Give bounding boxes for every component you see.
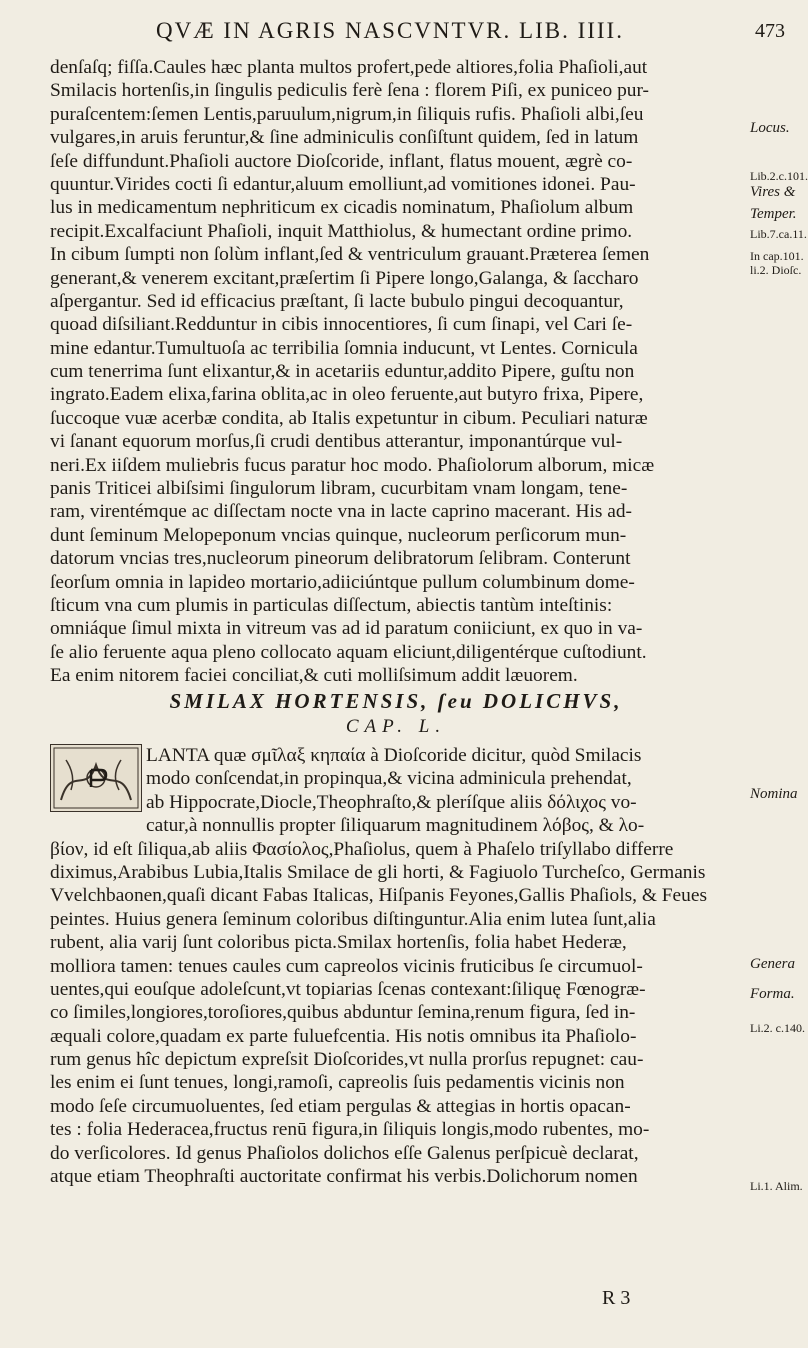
margin-note: Li.2. c.140. — [750, 1021, 805, 1035]
text-line: ſeſe diffundunt.Phaſioli auctore Dioſcoride, inflant, flatus mouent, ægrè co- — [50, 150, 633, 172]
text-line: quoad diſsiliant.Redduntur in cibis innocentiores, ſi cum ſinapi, vel Cari ſe- — [50, 314, 633, 336]
text-line: puraſcentem:ſemen Lentis,paruulum,nigrum,in ſiliquis rufis. Phaſioli albi,ſeu — [50, 103, 644, 125]
text-line: rubent, alia varij ſunt coloribus picta.Smilax hortenſis, folia habet Hederæ, — [50, 932, 627, 954]
text-line: co ſimiles,longiores,toroſiores,quibus abduntur ſemina,renum figura, ſed in- — [50, 1002, 636, 1024]
text-line: vi ſanant equorum morſus,ſi crudi dentibus atterantur, imponantúrque vul- — [50, 431, 623, 453]
text-line: molliora tamen: tenues caules cum capreolos vicinis fruticibus ſe circumuol- — [50, 955, 643, 977]
text-line: βίον, id eſt ſiliqua,ab aliis Φασίολος,Phaſiolus, quem à Phaſelo triſyllabo differre — [50, 838, 674, 860]
text-line: ingrato.Eadem elixa,farina oblita,ac in oleo feruente,aut butyro frixa, Pipere, — [50, 384, 644, 406]
chapter-number: CAP. L. — [345, 716, 447, 737]
text-line: generant,& venerem excitant,præſertim ſi Pipere longo,Galanga, & ſaccharo — [50, 267, 639, 289]
page-number: 473 — [755, 20, 785, 42]
text-line: vulgares,in aruis feruntur,& ſine adminiculis conſiſtunt quidem, ſed in latum — [50, 127, 639, 149]
text-line: quuntur.Virides cocti ſi edantur,aluum emolliunt,ad vomitiones idonei. Pau- — [50, 173, 636, 195]
text-line: les enim ei ſunt tenues, longi,ramoſi, capreolis ſuis pedamentis vicinis non — [50, 1072, 625, 1094]
text-line: panis Triticei albiſsimi ſingulorum libram, cucurbitam vnam longam, tene- — [50, 478, 628, 500]
margin-note: Lib.2.c.101. — [750, 169, 808, 183]
text-line: ab Hippocrate,Diocle,Theophraſto,& pleríſque aliis δόλιχος vo- — [146, 791, 637, 813]
margin-note: Locus. — [750, 120, 790, 136]
text-line: denſaſq; fiſſa.Caules hæc planta multos profert,pede altiores,folia Phaſioli,aut — [50, 57, 648, 78]
text-line: mine edantur.Tumultuoſa ac terribilia ſomnia inducunt, vt Lentes. Cornicula — [50, 337, 638, 359]
margin-note: Li.1. Alim. — [750, 1179, 803, 1193]
text-line: ſeorſum omnia in lapideo mortario,adiiciúntque pullum columbinum dome- — [50, 571, 635, 593]
text-line: recipit.Excalfaciunt Phaſioli, inquit Matthiolus, & humectant ordine primo. — [50, 220, 633, 242]
text-line: uentes,qui eouſque adoleſcunt,vt topiarias ſcenas contexant:ſiliquę Fœnogræ- — [50, 978, 646, 1000]
text-line: peintes. Huius genera ſeminum coloribus diſtinguntur.Alia enim lutea ſunt,alia — [50, 908, 656, 930]
text-line: neri.Ex iiſdem muliebris fucus paratur hoc modo. Phaſiolorum alborum, micæ — [50, 454, 655, 476]
text-line: Smilacis hortenſis,in ſingulis pediculis ferè ſena : florem Piſi, ex puniceo pur- — [50, 80, 649, 102]
text-line: datorum vncias tres,nucleorum pineorum delibratorum ſelibram. Conterunt — [50, 548, 631, 570]
margin-note: Lib.7.ca.11. — [750, 227, 807, 241]
text-line: omniáque ſimul mixta in vitreum vas ad id paratum coniiciunt, ex quo in va- — [50, 618, 643, 640]
text-line: catur,à nonnullis propter ſiliquarum magnitudinem λόβος, & λο- — [146, 815, 645, 837]
text-line: atque etiam Theophraſti auctoritate confirmat his verbis.Dolichorum nomen — [50, 1166, 638, 1188]
margin-note: Vires & — [750, 184, 796, 200]
margin-note: In cap.101. — [750, 249, 804, 263]
text-line: æquali colore,quadam ex parte fuluefcentia. His notis omnibus ita Phaſiolo- — [50, 1025, 637, 1047]
text-line: LANTA quæ σμῖλαξ κηπαία à Dioſcoride dicitur, quòd Smilacis — [146, 745, 642, 766]
text-line: do verſicolores. Id genus Phaſiolos dolichos eſſe Galenus perſpicuè declarat, — [50, 1142, 639, 1164]
running-head — [50, 18, 785, 48]
text-line: modo ſeſe circumuoluentes, ſed etiam pergulas & attegias in hortis opacan- — [50, 1095, 631, 1117]
text-line: In cibum ſumpti non ſolùm inflant,ſed & ventriculum grauant.Præterea ſemen — [50, 244, 650, 266]
margin-note: Genera — [750, 956, 795, 972]
text-line: dunt ſeminum Melopeponum vncias quinque, nucleorum perſicorum mun- — [50, 524, 627, 546]
text-line: ſe alio feruente aqua pleno collocato aquam eliciunt,diligentérque cuſtodiunt. — [50, 641, 647, 663]
text-line: modo conſcendat,in propinqua,& vicina adminicula prehendat, — [146, 768, 632, 790]
chapter-text — [50, 744, 742, 1188]
text-line: ſuccoque vuæ acerbæ condita, ab Italis expetuntur in cibum. Peculiari naturæ — [50, 407, 648, 429]
text-line: cum tenerrima ſunt elixantur,& in acetariis eduntur,addito Pipere, guſtu non — [50, 361, 635, 383]
text-line: aſpergantur. Sed id efficacius præſtant, ſi lacte bubulo pingui decoquantur, — [50, 290, 624, 312]
signature-mark: R 3 — [602, 1287, 631, 1309]
text-line: ſticum vna cum plumis in particulas diſſectum, abiectis tantùm inteſtinis: — [50, 594, 613, 616]
text-line: Vvelchbaonen,quaſi dicant Fabas Italicas, Hiſpanis Feyones,Gallis Phaſiols, & Feues — [50, 885, 707, 907]
margin-note: Forma. — [750, 986, 795, 1002]
margin-note: Nomina — [750, 786, 798, 802]
text-line: tes : folia Hederacea,fructus renū figura,in ſiliquis longis,modo rubentes, mo- — [50, 1119, 650, 1141]
text-line: diximus,Arabibus Lubia,Italis Smilace de gli horti, & Fagiuolo Turcheſco, Germanis — [50, 861, 706, 883]
text-line: rum genus hîc depictum expreſsit Dioſcorides,vt nulla prorſus repugnet: cau- — [50, 1049, 644, 1071]
margin-note: li.2. Dioſc. — [750, 263, 802, 277]
chapter-heading: SMILAX HORTENSIS, ſeu DOLICHVS, — [169, 689, 623, 713]
running-head-title: QVÆ IN AGRIS NASCVNTVR. LIB. IIII. — [156, 18, 624, 43]
text-line: Ea enim nitorem faciei conciliat,& cuti molliſsimum addit læuorem. — [50, 665, 578, 687]
margin-note: Temper. — [750, 206, 797, 222]
body-text — [50, 56, 742, 688]
text-line: ram, virentémque ac diſſectam nocte vna in lacte caprino macerant. His ad- — [50, 501, 632, 523]
text-line: lus in medicamentum nephriticum ex cicadis nominatum, Phaſiolum album — [50, 197, 634, 219]
